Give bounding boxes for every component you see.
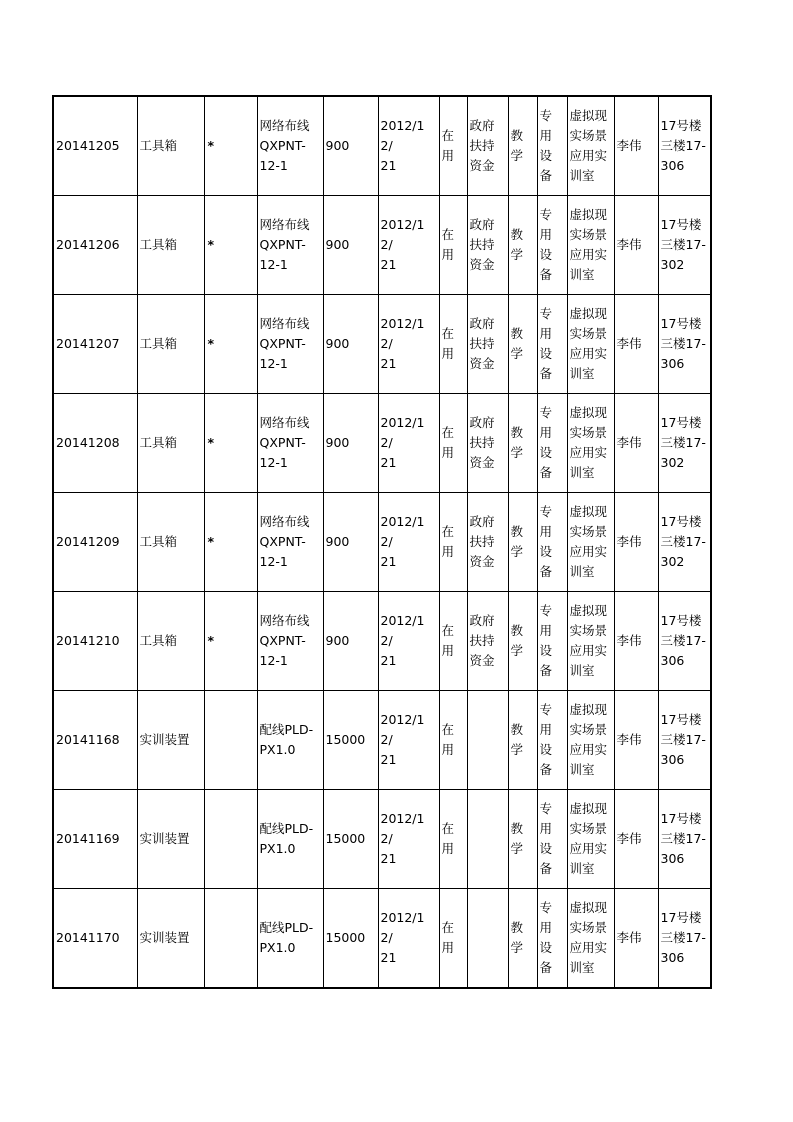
- asset-id-cell-text: 20141205: [56, 138, 120, 153]
- status-cell: [439, 196, 467, 295]
- asset-id-cell-text: 20141210: [56, 633, 120, 648]
- location-cell-text: 17号楼 三楼17- 306: [660, 118, 706, 173]
- fund-source-cell: [467, 790, 508, 889]
- price-cell-text: 900: [325, 336, 350, 351]
- model-cell-text: 网络布线 QXPNT- 12-1: [259, 514, 310, 569]
- asset-name-cell-text: 工具箱: [139, 633, 178, 648]
- purchase-date-cell: [378, 691, 439, 790]
- category-cell-text: 专 用 设 备: [539, 900, 553, 975]
- price-cell-text: 900: [325, 534, 350, 549]
- asset-name-cell: [137, 196, 204, 295]
- asset-name-cell-text: 实训装置: [139, 930, 190, 945]
- fund-source-cell-text: 政府 扶持 资金: [469, 118, 495, 173]
- room-cell: [567, 592, 614, 691]
- model-cell: [257, 493, 323, 592]
- price-cell: [323, 295, 378, 394]
- location-cell-text: 17号楼 三楼17- 302: [660, 217, 706, 272]
- asset-id-cell: [53, 394, 137, 493]
- usage-cell-text: 教 学: [510, 821, 524, 856]
- asset-name-cell: [137, 790, 204, 889]
- purchase-date-cell-text: 2012/12/ 21: [380, 415, 425, 470]
- model-cell-text: 网络布线 QXPNT- 12-1: [259, 217, 310, 272]
- mark-cell: [204, 493, 257, 592]
- table-row: [53, 196, 711, 295]
- price-cell-text: 900: [325, 138, 350, 153]
- keeper-cell-text: 李伟: [616, 930, 642, 945]
- mark-cell: [204, 691, 257, 790]
- status-cell: [439, 295, 467, 394]
- purchase-date-cell: [378, 295, 439, 394]
- usage-cell-text: 教 学: [510, 425, 524, 460]
- table-row: [53, 889, 711, 989]
- category-cell: [537, 96, 567, 196]
- fund-source-cell: [467, 889, 508, 989]
- location-cell: [658, 889, 711, 989]
- asset-id-cell: [53, 493, 137, 592]
- model-cell: [257, 196, 323, 295]
- asset-name-cell: [137, 889, 204, 989]
- mark-cell-text: *: [207, 633, 215, 648]
- keeper-cell-text: 李伟: [616, 534, 642, 549]
- purchase-date-cell-text: 2012/12/ 21: [380, 514, 425, 569]
- room-cell-text: 虚拟现 实场景 应用实 训室: [569, 306, 608, 381]
- location-cell: [658, 691, 711, 790]
- table-row: [53, 790, 711, 889]
- mark-cell: [204, 592, 257, 691]
- asset-id-cell: [53, 790, 137, 889]
- category-cell-text: 专 用 设 备: [539, 108, 553, 183]
- purchase-date-cell-text: 2012/12/ 21: [380, 811, 425, 866]
- keeper-cell: [614, 295, 658, 394]
- status-cell-text: 在 用: [441, 821, 455, 856]
- fund-source-cell-text: 政府 扶持 资金: [469, 514, 495, 569]
- status-cell-text: 在 用: [441, 623, 455, 658]
- usage-cell-text: 教 学: [510, 524, 524, 559]
- asset-name-cell: [137, 96, 204, 196]
- asset-id-cell-text: 20141169: [56, 831, 120, 846]
- mark-cell: [204, 394, 257, 493]
- usage-cell-text: 教 学: [510, 128, 524, 163]
- asset-id-cell: [53, 889, 137, 989]
- usage-cell: [508, 493, 537, 592]
- category-cell-text: 专 用 设 备: [539, 801, 553, 876]
- fund-source-cell: [467, 592, 508, 691]
- purchase-date-cell: [378, 889, 439, 989]
- price-cell-text: 900: [325, 435, 350, 450]
- keeper-cell-text: 李伟: [616, 831, 642, 846]
- mark-cell-text: *: [207, 138, 215, 153]
- purchase-date-cell-text: 2012/12/ 21: [380, 712, 425, 767]
- location-cell-text: 17号楼 三楼17- 306: [660, 811, 706, 866]
- category-cell-text: 专 用 设 备: [539, 504, 553, 579]
- fund-source-cell: [467, 691, 508, 790]
- mark-cell: [204, 889, 257, 989]
- asset-id-cell-text: 20141170: [56, 930, 120, 945]
- purchase-date-cell: [378, 592, 439, 691]
- price-cell: [323, 394, 378, 493]
- model-cell-text: 配线PLD- PX1.0: [259, 821, 314, 856]
- keeper-cell-text: 李伟: [616, 138, 642, 153]
- asset-id-cell: [53, 592, 137, 691]
- keeper-cell-text: 李伟: [616, 732, 642, 747]
- asset-id-cell: [53, 295, 137, 394]
- purchase-date-cell: [378, 196, 439, 295]
- location-cell-text: 17号楼 三楼17- 306: [660, 613, 706, 668]
- location-cell-text: 17号楼 三楼17- 302: [660, 415, 706, 470]
- category-cell: [537, 295, 567, 394]
- table-row: [53, 295, 711, 394]
- status-cell-text: 在 用: [441, 128, 455, 163]
- room-cell-text: 虚拟现 实场景 应用实 训室: [569, 603, 608, 678]
- category-cell: [537, 394, 567, 493]
- usage-cell-text: 教 学: [510, 623, 524, 658]
- status-cell: [439, 592, 467, 691]
- asset-name-cell: [137, 691, 204, 790]
- mark-cell-text: *: [207, 534, 215, 549]
- status-cell: [439, 790, 467, 889]
- fund-source-cell-text: 政府 扶持 资金: [469, 415, 495, 470]
- model-cell-text: 网络布线 QXPNT- 12-1: [259, 613, 310, 668]
- asset-id-cell-text: 20141208: [56, 435, 120, 450]
- room-cell: [567, 691, 614, 790]
- purchase-date-cell-text: 2012/12/ 21: [380, 613, 425, 668]
- usage-cell: [508, 196, 537, 295]
- keeper-cell: [614, 691, 658, 790]
- room-cell: [567, 493, 614, 592]
- purchase-date-cell-text: 2012/12/ 21: [380, 217, 425, 272]
- fund-source-cell-text: 政府 扶持 资金: [469, 316, 495, 371]
- asset-name-cell: [137, 295, 204, 394]
- mark-cell: [204, 196, 257, 295]
- model-cell-text: 配线PLD- PX1.0: [259, 722, 314, 757]
- price-cell: [323, 493, 378, 592]
- asset-name-cell-text: 工具箱: [139, 237, 178, 252]
- keeper-cell: [614, 394, 658, 493]
- location-cell-text: 17号楼 三楼17- 306: [660, 712, 706, 767]
- asset-id-cell-text: 20141207: [56, 336, 120, 351]
- price-cell: [323, 592, 378, 691]
- room-cell: [567, 295, 614, 394]
- keeper-cell: [614, 196, 658, 295]
- fund-source-cell: [467, 394, 508, 493]
- usage-cell: [508, 96, 537, 196]
- purchase-date-cell: [378, 790, 439, 889]
- status-cell-text: 在 用: [441, 326, 455, 361]
- price-cell: [323, 96, 378, 196]
- purchase-date-cell: [378, 394, 439, 493]
- fund-source-cell: [467, 493, 508, 592]
- keeper-cell: [614, 96, 658, 196]
- category-cell: [537, 196, 567, 295]
- table-row: [53, 394, 711, 493]
- location-cell: [658, 295, 711, 394]
- category-cell: [537, 889, 567, 989]
- asset-name-cell-text: 工具箱: [139, 435, 178, 450]
- purchase-date-cell-text: 2012/12/ 21: [380, 118, 425, 173]
- model-cell: [257, 691, 323, 790]
- asset-id-cell-text: 20141206: [56, 237, 120, 252]
- room-cell-text: 虚拟现 实场景 应用实 训室: [569, 405, 608, 480]
- status-cell-text: 在 用: [441, 425, 455, 460]
- mark-cell: [204, 96, 257, 196]
- model-cell: [257, 394, 323, 493]
- status-cell-text: 在 用: [441, 524, 455, 559]
- asset-name-cell-text: 实训装置: [139, 831, 190, 846]
- category-cell: [537, 592, 567, 691]
- model-cell: [257, 295, 323, 394]
- status-cell-text: 在 用: [441, 227, 455, 262]
- asset-id-cell: [53, 691, 137, 790]
- room-cell: [567, 96, 614, 196]
- fund-source-cell: [467, 295, 508, 394]
- table-row: [53, 493, 711, 592]
- usage-cell-text: 教 学: [510, 326, 524, 361]
- table-row: [53, 592, 711, 691]
- location-cell: [658, 196, 711, 295]
- status-cell: [439, 691, 467, 790]
- asset-id-cell-text: 20141168: [56, 732, 120, 747]
- model-cell-text: 网络布线 QXPNT- 12-1: [259, 316, 310, 371]
- fund-source-cell-text: 政府 扶持 资金: [469, 613, 495, 668]
- asset-name-cell-text: 工具箱: [139, 534, 178, 549]
- model-cell: [257, 96, 323, 196]
- price-cell: [323, 691, 378, 790]
- mark-cell-text: *: [207, 336, 215, 351]
- asset-name-cell: [137, 592, 204, 691]
- model-cell-text: 配线PLD- PX1.0: [259, 920, 314, 955]
- model-cell-text: 网络布线 QXPNT- 12-1: [259, 415, 310, 470]
- category-cell: [537, 790, 567, 889]
- fund-source-cell: [467, 196, 508, 295]
- usage-cell-text: 教 学: [510, 722, 524, 757]
- room-cell-text: 虚拟现 实场景 应用实 训室: [569, 207, 608, 282]
- mark-cell-text: *: [207, 435, 215, 450]
- category-cell-text: 专 用 设 备: [539, 603, 553, 678]
- location-cell-text: 17号楼 三楼17- 302: [660, 514, 706, 569]
- category-cell-text: 专 用 设 备: [539, 306, 553, 381]
- model-cell: [257, 889, 323, 989]
- mark-cell: [204, 790, 257, 889]
- room-cell: [567, 889, 614, 989]
- status-cell: [439, 96, 467, 196]
- usage-cell: [508, 394, 537, 493]
- table-body: [53, 96, 711, 988]
- usage-cell: [508, 790, 537, 889]
- room-cell-text: 虚拟现 实场景 应用实 训室: [569, 900, 608, 975]
- asset-id-cell: [53, 196, 137, 295]
- price-cell: [323, 790, 378, 889]
- keeper-cell-text: 李伟: [616, 435, 642, 450]
- usage-cell: [508, 691, 537, 790]
- mark-cell-text: *: [207, 237, 215, 252]
- room-cell: [567, 196, 614, 295]
- table-row: [53, 96, 711, 196]
- price-cell-text: 900: [325, 633, 350, 648]
- model-cell: [257, 592, 323, 691]
- usage-cell-text: 教 学: [510, 920, 524, 955]
- category-cell-text: 专 用 设 备: [539, 207, 553, 282]
- price-cell-text: 15000: [325, 930, 366, 945]
- location-cell-text: 17号楼 三楼17- 306: [660, 316, 706, 371]
- room-cell-text: 虚拟现 实场景 应用实 训室: [569, 801, 608, 876]
- price-cell-text: 15000: [325, 831, 366, 846]
- asset-id-cell-text: 20141209: [56, 534, 120, 549]
- category-cell-text: 专 用 设 备: [539, 702, 553, 777]
- asset-name-cell-text: 工具箱: [139, 138, 178, 153]
- usage-cell: [508, 295, 537, 394]
- asset-name-cell-text: 工具箱: [139, 336, 178, 351]
- room-cell-text: 虚拟现 实场景 应用实 训室: [569, 504, 608, 579]
- purchase-date-cell: [378, 493, 439, 592]
- equipment-table: [52, 95, 712, 989]
- keeper-cell-text: 李伟: [616, 237, 642, 252]
- asset-id-cell: [53, 96, 137, 196]
- location-cell: [658, 394, 711, 493]
- asset-name-cell: [137, 394, 204, 493]
- keeper-cell: [614, 592, 658, 691]
- fund-source-cell-text: 政府 扶持 资金: [469, 217, 495, 272]
- usage-cell: [508, 889, 537, 989]
- location-cell-text: 17号楼 三楼17- 306: [660, 910, 706, 965]
- usage-cell: [508, 592, 537, 691]
- status-cell-text: 在 用: [441, 920, 455, 955]
- location-cell: [658, 592, 711, 691]
- purchase-date-cell-text: 2012/12/ 21: [380, 316, 425, 371]
- keeper-cell: [614, 493, 658, 592]
- asset-name-cell-text: 实训装置: [139, 732, 190, 747]
- location-cell: [658, 493, 711, 592]
- model-cell: [257, 790, 323, 889]
- purchase-date-cell-text: 2012/12/ 21: [380, 910, 425, 965]
- category-cell: [537, 691, 567, 790]
- status-cell: [439, 394, 467, 493]
- table-row: [53, 691, 711, 790]
- location-cell: [658, 96, 711, 196]
- status-cell: [439, 493, 467, 592]
- room-cell: [567, 790, 614, 889]
- model-cell-text: 网络布线 QXPNT- 12-1: [259, 118, 310, 173]
- keeper-cell-text: 李伟: [616, 336, 642, 351]
- price-cell-text: 900: [325, 237, 350, 252]
- keeper-cell-text: 李伟: [616, 633, 642, 648]
- status-cell: [439, 889, 467, 989]
- price-cell: [323, 889, 378, 989]
- category-cell: [537, 493, 567, 592]
- room-cell-text: 虚拟现 实场景 应用实 训室: [569, 702, 608, 777]
- purchase-date-cell: [378, 96, 439, 196]
- status-cell-text: 在 用: [441, 722, 455, 757]
- location-cell: [658, 790, 711, 889]
- price-cell-text: 15000: [325, 732, 366, 747]
- keeper-cell: [614, 889, 658, 989]
- room-cell: [567, 394, 614, 493]
- price-cell: [323, 196, 378, 295]
- usage-cell-text: 教 学: [510, 227, 524, 262]
- keeper-cell: [614, 790, 658, 889]
- asset-name-cell: [137, 493, 204, 592]
- mark-cell: [204, 295, 257, 394]
- room-cell-text: 虚拟现 实场景 应用实 训室: [569, 108, 608, 183]
- fund-source-cell: [467, 96, 508, 196]
- category-cell-text: 专 用 设 备: [539, 405, 553, 480]
